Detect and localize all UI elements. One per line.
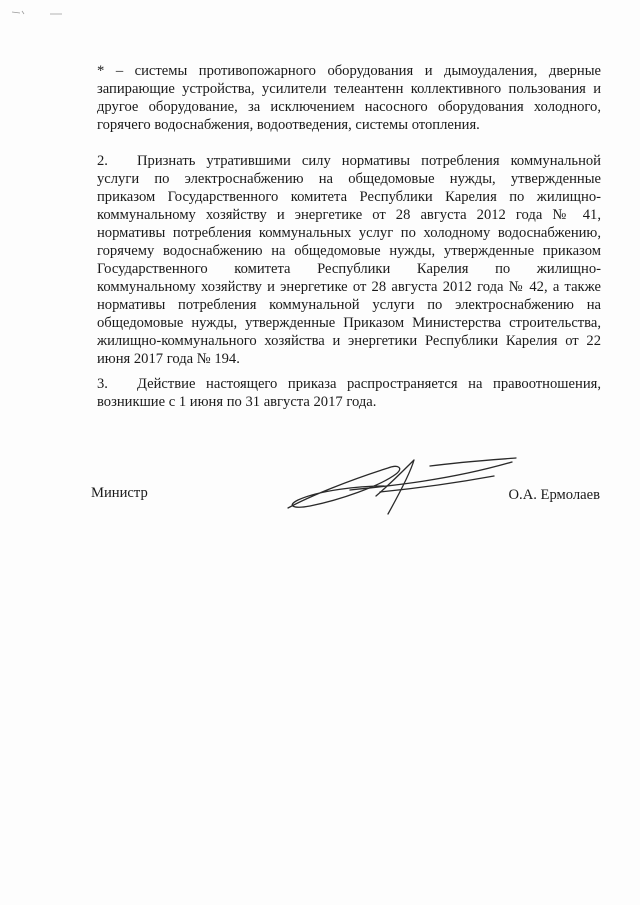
footnote-line: * – системы противопожарного оборудования и дымоудаления, дверные (97, 63, 601, 79)
item-3-paragraph (97, 375, 601, 411)
item-3-line: Действие настоящего приказа распространяется на правоотношения, (137, 376, 601, 392)
item-2-line: коммунальному хозяйству и энергетике от 28 августа 2012 года № 42, а также (97, 279, 601, 295)
item-3-number: 3. (97, 376, 108, 392)
item-2-line: горячему водоснабжению на общедомовые нужды, утвержденные приказом (97, 243, 601, 259)
item-2-line: Государственного комитета Республики Карелия по жилищно- (97, 261, 601, 277)
signer-position: Министр (91, 485, 148, 501)
footnote-line: другое оборудование, за исключением насосного оборудования холодного, (97, 99, 601, 115)
scan-artifact-mark (10, 8, 80, 18)
item-2-line: нормативы потребления коммунальной услуги по электроснабжению на (97, 297, 601, 313)
footnote-line: горячего водоснабжения, водоотведения, системы отопления. (97, 117, 480, 133)
item-2-line: коммунальному хозяйству и энергетике от 28 августа 2012 года № 41, (97, 207, 601, 223)
handwritten-signature (280, 456, 520, 522)
footnote-paragraph (97, 62, 601, 134)
item-2-paragraph (97, 152, 601, 368)
item-3-line: возникшие с 1 июня по 31 августа 2017 года. (97, 394, 377, 410)
footnote-line: запирающие устройства, усилители телеантенн коллективного пользования и (97, 81, 601, 97)
item-2-line: услуги по электроснабжению на общедомовые нужды, утвержденные (97, 171, 601, 187)
item-2-line: июня 2017 года № 194. (97, 351, 240, 367)
item-2-line: жилищно-коммунального хозяйства и энергетики Республики Карелия от 22 (97, 333, 601, 349)
signer-name: О.А. Ермолаев (508, 487, 600, 503)
item-3-first-line (97, 375, 601, 393)
item-2-line: приказом Государственного комитета Республики Карелия по жилищно- (97, 189, 601, 205)
item-2-line: общедомовые нужды, утвержденные Приказом Министерства строительства, (97, 315, 601, 331)
item-2-line: Признать утратившими силу нормативы потребления коммунальной (137, 153, 601, 169)
signature-block (0, 470, 640, 530)
item-2-line: нормативы потребления коммунальных услуг по холодному водоснабжению, (97, 225, 601, 241)
item-2-number: 2. (97, 153, 108, 169)
item-2-first-line (97, 152, 601, 170)
